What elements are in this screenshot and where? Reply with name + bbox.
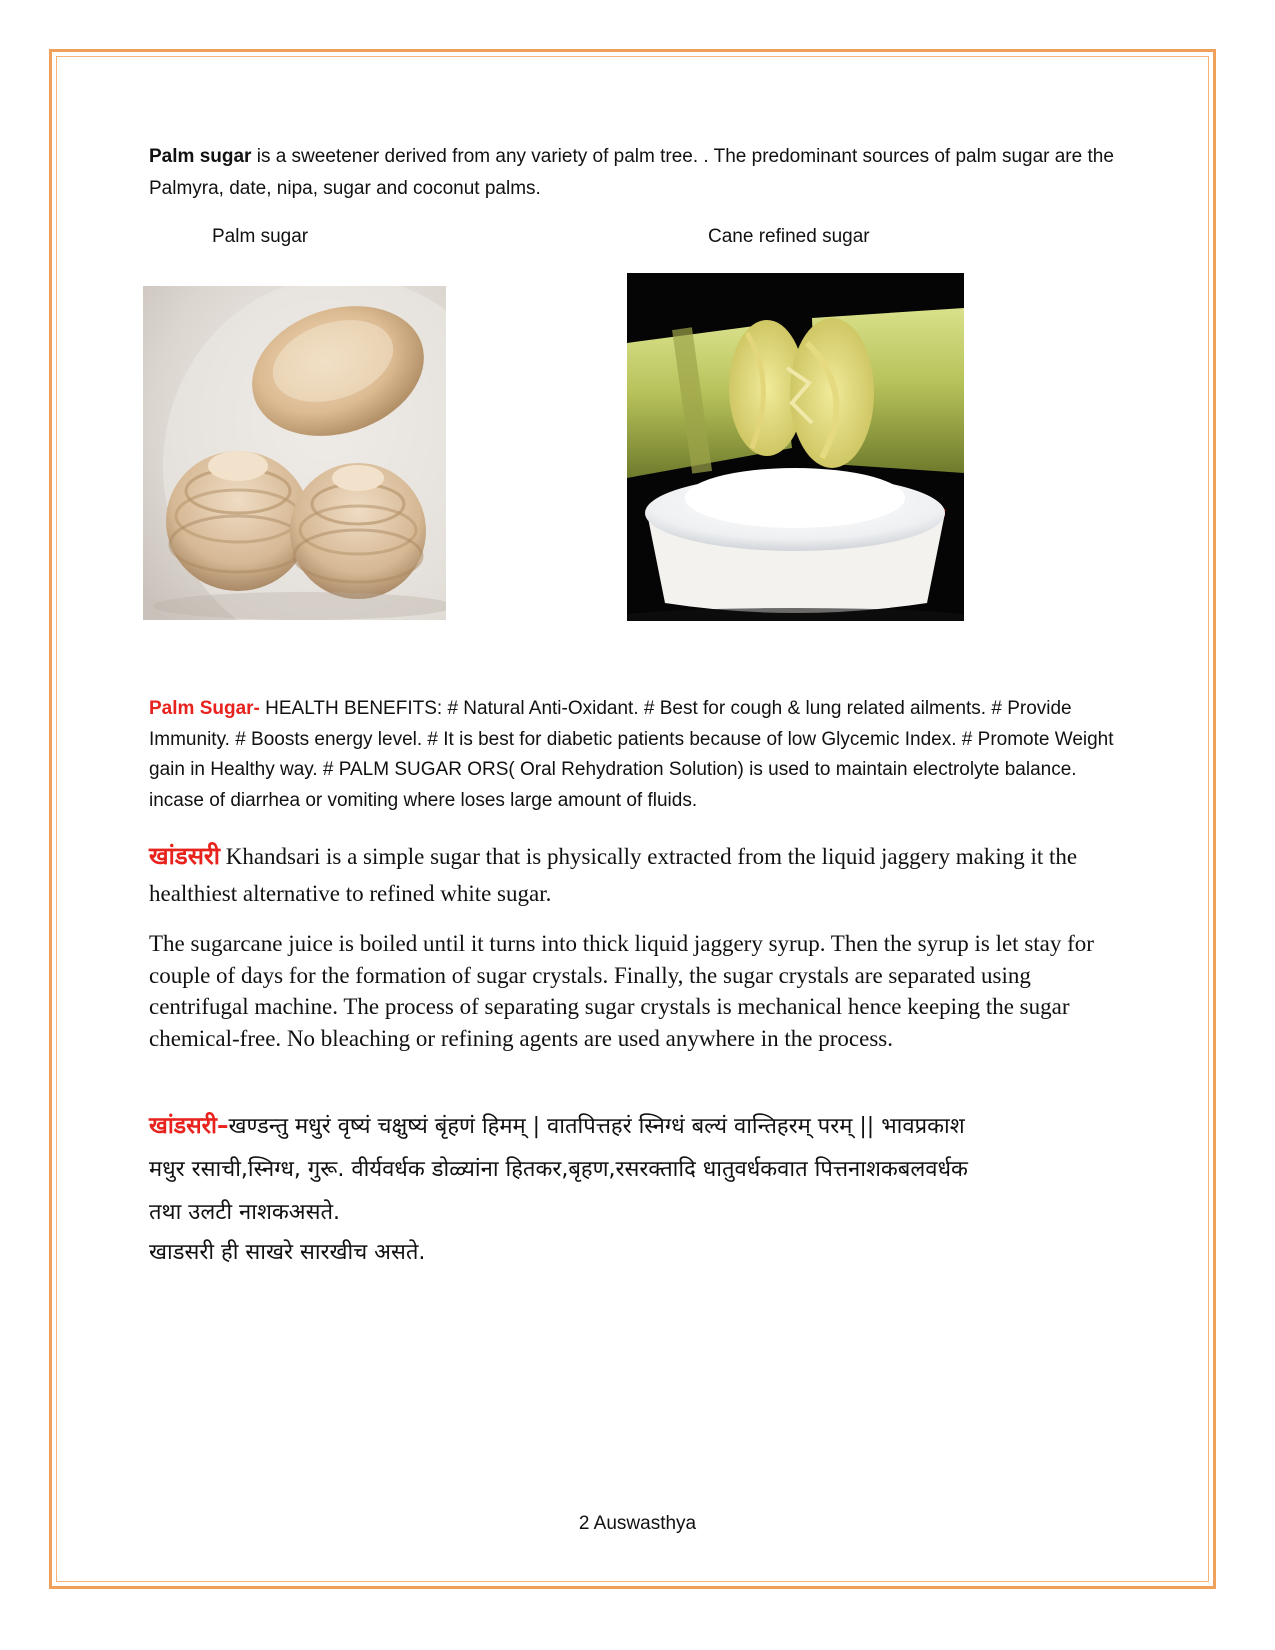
sanskrit-line-3: तथा उलटी नाशकअसते. [149,1200,341,1225]
health-benefits-paragraph [149,694,1129,816]
intro-term: Palm sugar [149,146,252,167]
khandsari-paragraph [149,838,1129,912]
khandsari-term: खांडसरी [149,842,220,870]
intro-text: is a sweetener derived from any variety of palm tree. . The predominant sources of palm sugar are the Palmyra, date, nipa, sugar and coconut palms. [149,146,1114,199]
page-footer: 2 Auswasthya [578,1513,697,1534]
process-text: The sugarcane juice is boiled until it turns into thick liquid jaggery syrup. Then the syrup is let stay for couple of days for the formation of sugar crystals. Finally, the sugar crystals are separated using centrifugal machine. The process of separating sugar crystals is mechanical hence keeping the sugar chemical-free. No bleaching or refining agents are used anywhere in the process. [149,931,1094,1051]
caption-cane-refined-sugar: Cane refined sugar [708,226,870,247]
cane-refined-sugar-photo [627,273,964,621]
sanskrit-line-2: मधुर रसाची,स्निग्ध, गुरू. वीर्यवर्धक डोळ्यांना हितकर,बृहण,रसरक्तादि धातुवर्धकवात पित्तनाशकबलवर्धक [149,1157,968,1182]
caption-palm-sugar: Palm sugar [212,226,309,247]
sanskrit-term: खांडसरी– [149,1113,229,1139]
palm-sugar-photo [143,286,446,620]
benefits-term: Palm Sugar- [149,698,260,719]
intro-paragraph [149,141,1129,205]
benefits-text: HEALTH BENEFITS: # Natural Anti-Oxidant. # Best for cough & lung related ailments. # Provide Immunity. # Boosts energy level. # It is best for diabetic patients because of low Glycemic Index. # Promote Weight gain in Healthy way. # PALM SUGAR ORS( Oral Rehydration Solution) is used to maintain electrolyte balance. incase of diarrhea or vomiting where loses large amount of fluids. [149,698,1114,811]
sanskrit-verse-block [149,1106,1129,1273]
sanskrit-line-4: खाडसरी ही साखरे सारखीच असते. [149,1240,426,1265]
process-paragraph [149,928,1129,1054]
khandsari-text: Khandsari is a simple sugar that is physically extracted from the liquid jaggery making it the healthiest alternative to refined white sugar. [149,844,1078,906]
sanskrit-line-1: खांडसरी–खण्डन्तु मधुरं वृष्यं चक्षुष्यं बृंहणं हिमम् | वातपित्तहरं स्निग्धं बल्यं वान्तिहरम् परम् || भावप्रकाश [149,1113,965,1139]
